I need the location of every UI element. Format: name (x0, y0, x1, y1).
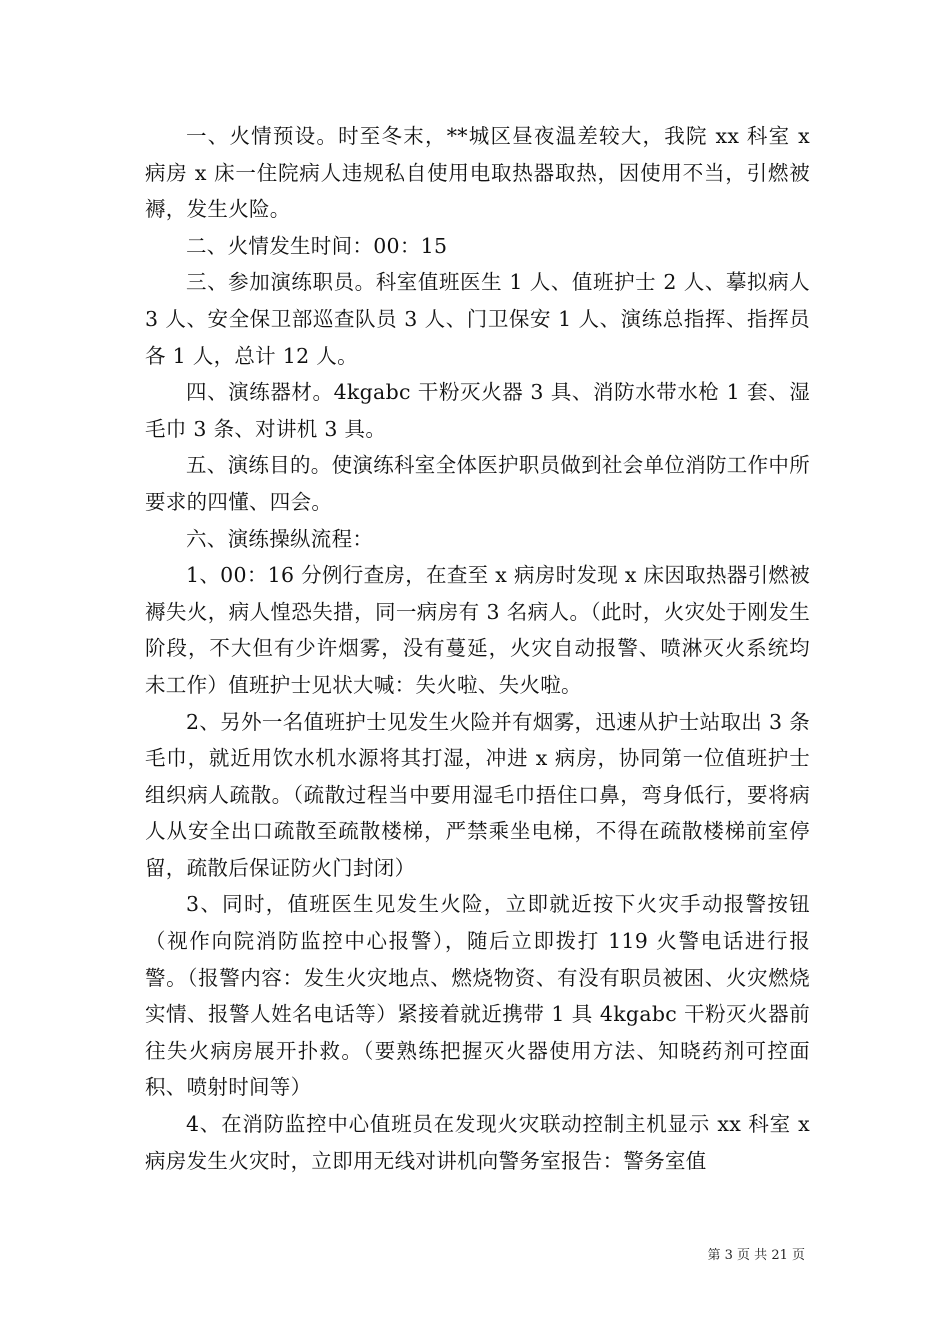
paragraph-purpose: 五、演练目的。使演练科室全体医护职员做到社会单位消防工作中所要求的四懂、四会。 (145, 453, 810, 514)
paragraph-fire-time: 二、火情发生时间：00：15 (186, 233, 448, 258)
paragraph-fire-scenario: 一、火情预设。时至冬末，**城区昼夜温差较大，我院 xx 科室 x 病房 x 床一住院病人违规私自使用电取热器取热，因使用不当，引燃被褥，发生火险。 (145, 124, 810, 222)
paragraph-participants: 三、参加演练职员。科室值班医生 1 人、值班护士 2 人、摹拟病人 3 人、安全保卫部巡查队员 3 人、门卫保安 1 人、演练总指挥、指挥员各 1 人，总计 12 人。 (145, 270, 810, 368)
page-number: 第 3 页 共 21 页 (707, 1248, 805, 1263)
paragraph-equipment: 四、演练器材。4kgabc 干粉灭火器 3 具、消防水带水枪 1 套、湿毛巾 3 条、对讲机 3 具。 (145, 380, 810, 441)
paragraph-step-4: 4、在消防监控中心值班员在发现火灾联动控制主机显示 xx 科室 x 病房发生火灾时，立即用无线对讲机向警务室报告：警务室值 (145, 1112, 810, 1173)
document-body (145, 118, 810, 1179)
paragraph-procedure-heading: 六、演练操纵流程： (186, 526, 374, 551)
paragraph-step-2: 2、另外一名值班护士见发生火险并有烟雾，迅速从护士站取出 3 条毛巾，就近用饮水机水源将其打湿，冲进 x 病房，协同第一位值班护士组织病人疏散。（疏散过程当中要用湿毛巾捂住口鼻，弯身低行，要将病人从安全出口疏散至疏散楼梯，严禁乘坐电梯，不得在疏散楼梯前室停留，疏散后保证防火门封闭） (145, 709, 810, 880)
paragraph-step-3: 3、同时，值班医生见发生火险，立即就近按下火灾手动报警按钮（视作向院消防监控中心报警），随后立即拨打 119 火警电话进行报警。（报警内容：发生火灾地点、燃烧物资、有没有职员被困、火灾燃烧实情、报警人姓名电话等）紧接着就近携带 1 具 4kgabc 干粉灭火器前往失火病房展开扑救。（要熟练把握灭火器使用方法、知晓药剂可控面积、喷射时间等） (145, 892, 810, 1100)
paragraph-step-1: 1、00：16 分例行查房，在查至 x 病房时发现 x 床因取热器引燃被褥失火，病人惶恐失措，同一病房有 3 名病人。（此时，火灾处于刚发生阶段，不大但有少许烟雾，没有蔓延，火灾自动报警、喷淋灭火系统均未工作）值班护士见状大喊：失火啦、失火啦。 (145, 563, 810, 697)
